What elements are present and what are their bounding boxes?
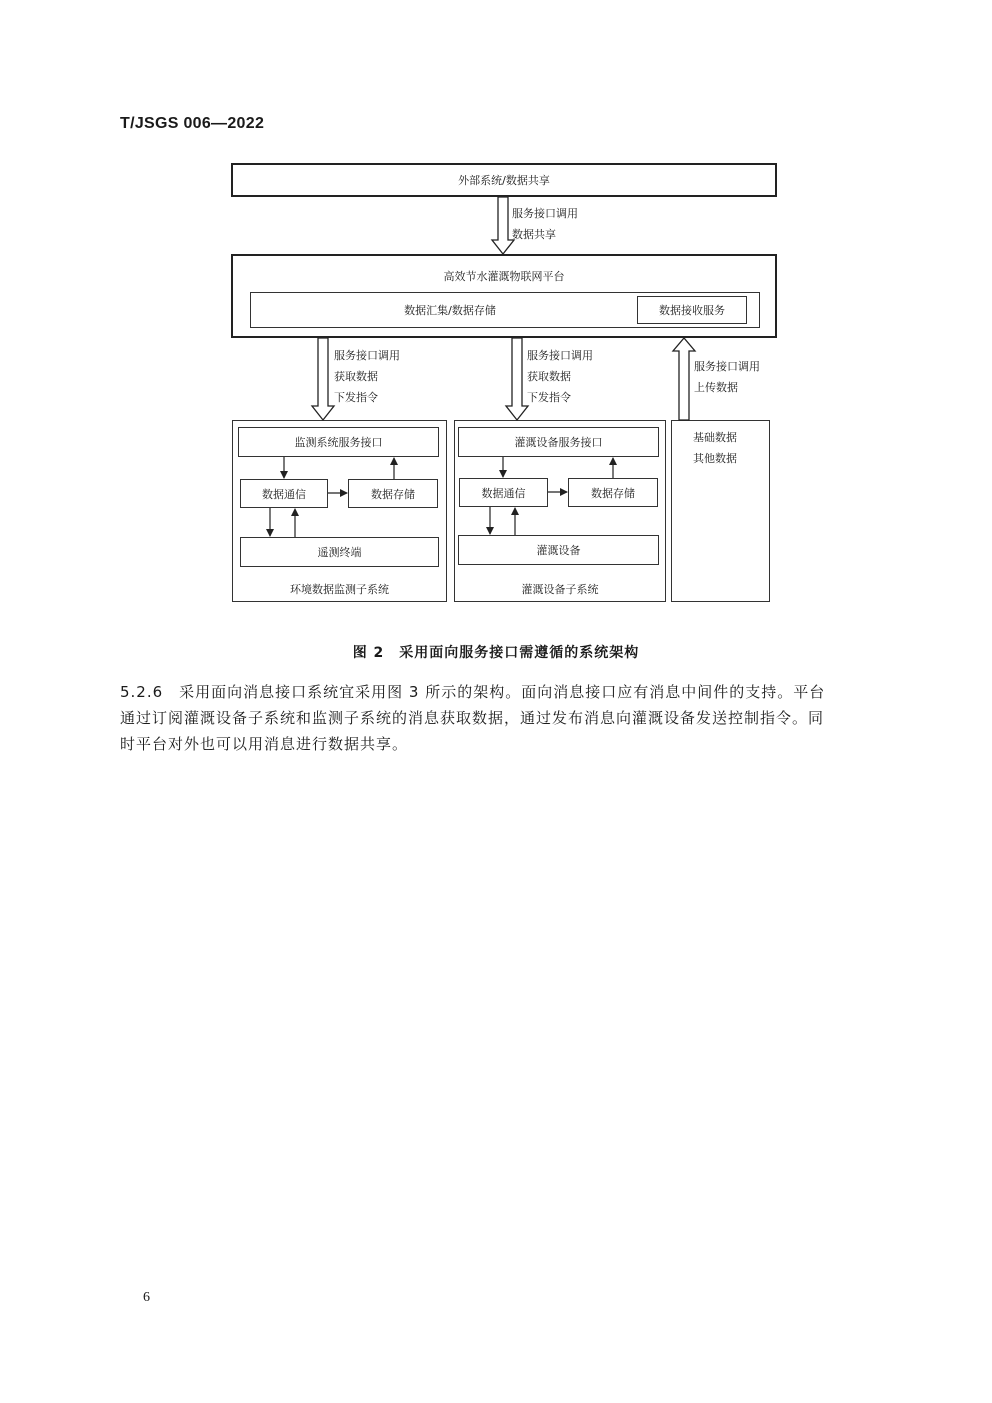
link-left-line-2: 获取数据 [334,370,378,383]
platform-storage-label: 数据汇集/数据存储 [404,304,496,317]
monitoring-api-label: 监测系统服务接口 [294,436,383,449]
section-paragraph [120,679,888,757]
ext-link-line-1: 服务接口调用 [512,207,578,220]
link-right-line-2: 上传数据 [694,381,738,394]
base-data-line-2: 其他数据 [693,452,737,465]
paragraph-line-1: 5.2.6 采用面向消息接口系统宜采用图 3 所示的架构。面向消息接口应有消息中间件的支持。平台 [120,683,826,701]
diagram-arrows [0,0,992,700]
base-to-platform-arrow [673,338,695,420]
page-number: 6 [143,1290,150,1305]
irrigation-api-label: 灌溉设备服务接口 [514,436,603,449]
link-right-line-1: 服务接口调用 [694,360,760,373]
link-left-line-1: 服务接口调用 [334,349,400,362]
document-code: T/JSGS 006—2022 [120,115,265,132]
irrigation-subsystem-name: 灌溉设备子系统 [521,583,599,596]
platform-title: 高效节水灌溉物联网平台 [443,270,565,283]
telemetry-terminal-label: 遥测终端 [317,546,362,559]
link-mid-line-1: 服务接口调用 [527,349,593,362]
monitoring-store-label: 数据存储 [371,487,415,501]
ext-to-platform-arrow [492,197,514,254]
ext-link-line-2: 数据共享 [512,228,556,241]
platform-to-monitor-arrow [312,338,334,420]
link-left-line-3: 下发指令 [334,391,378,404]
platform-to-irrigation-arrow [506,338,528,420]
base-data-line-1: 基础数据 [693,431,737,444]
irrigation-store-label: 数据存储 [591,486,635,500]
paragraph-line-2: 通过订阅灌溉设备子系统和监测子系统的消息获取数据，通过发布消息向灌溉设备发送控制指令。同 [120,709,825,727]
link-mid-line-3: 下发指令 [527,391,571,404]
figure-caption: 图 2 采用面向服务接口需遵循的系统架构 [352,645,640,661]
monitoring-subsystem-name: 环境数据监测子系统 [290,583,389,596]
paragraph-line-3: 时平台对外也可以用消息进行数据共享。 [120,735,409,753]
link-mid-line-2: 获取数据 [527,370,571,383]
external-system-label: 外部系统/数据共享 [458,174,550,187]
data-receive-service-label: 数据接收服务 [659,304,725,317]
monitoring-comm-label: 数据通信 [262,487,306,501]
irrigation-device-label: 灌溉设备 [536,544,581,557]
irrigation-comm-label: 数据通信 [481,486,526,500]
